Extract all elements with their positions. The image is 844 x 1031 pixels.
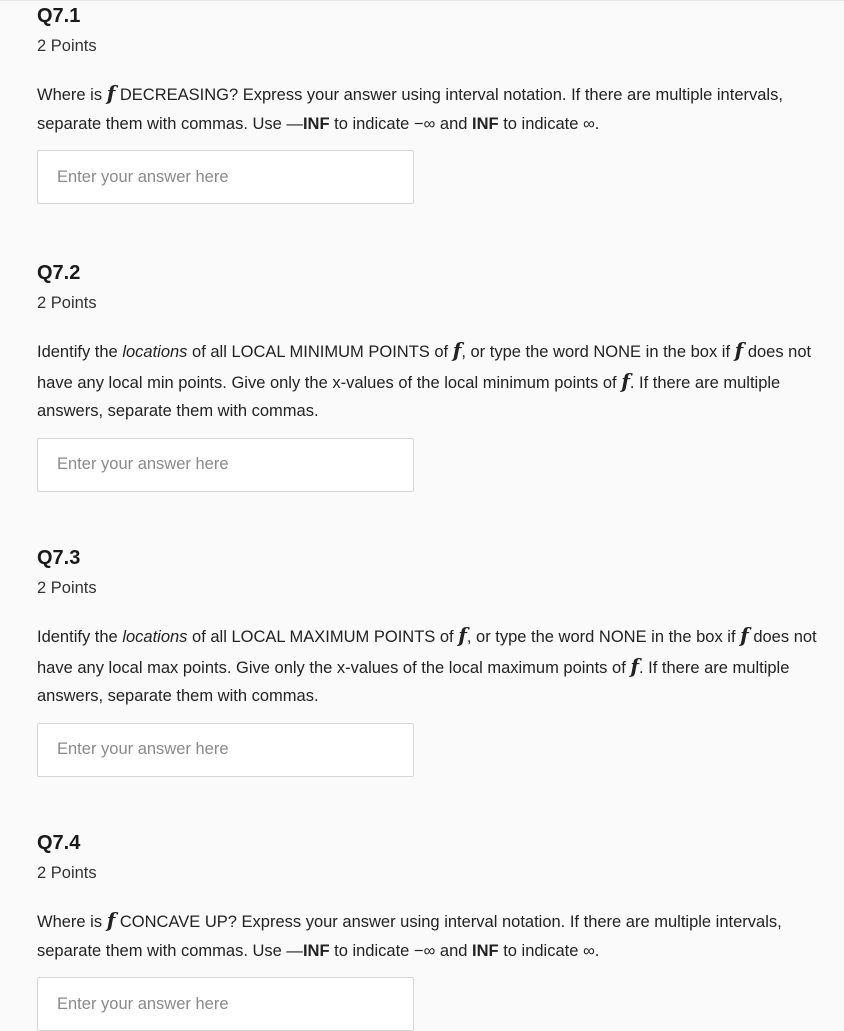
question-7-4 (37, 831, 827, 1031)
function-symbol: f (630, 653, 639, 678)
prompt-text: DECREASING? Express your answer using interval notation. If there are multiple intervals, separate them with commas. Use — (37, 86, 783, 133)
prompt-text: does not have any local min points. Give only the x-values of the local minimum points of (37, 343, 812, 392)
answer-input[interactable] (37, 438, 414, 492)
question-points: 2 Points (37, 579, 97, 597)
function-symbol: f (106, 908, 116, 932)
question-7-3 (37, 546, 827, 777)
prompt-text: . If there are multiple answers, separate them with commas. (37, 373, 781, 420)
question-title: Q7.3 (37, 547, 81, 569)
prompt-text: Identify the (37, 343, 123, 361)
prompt-text: of all LOCAL MAXIMUM POINTS of (187, 628, 459, 646)
question-points: 2 Points (37, 864, 97, 882)
prompt-text: does not have any local max points. Give only the x-values of the local maximum points of (37, 628, 817, 677)
prompt-text: Where is (37, 86, 107, 104)
top-divider (0, 0, 844, 1)
prompt-keyword: INF (302, 114, 330, 133)
prompt-text: CONCAVE UP? Express your answer using interval notation. If there are multiple intervals, separate them with commas. Use — (37, 913, 782, 960)
answer-input[interactable] (37, 977, 414, 1031)
prompt-text: , or type the word NONE in the box if (461, 343, 735, 361)
prompt-text: . If there are multiple answers, separate them with commas. (37, 658, 790, 705)
prompt-emphasis: locations (122, 628, 188, 646)
answer-input[interactable] (37, 150, 414, 204)
prompt-text: Identify the (37, 628, 123, 646)
prompt-text: to indicate −∞ and (329, 114, 473, 133)
question-points: 2 Points (37, 37, 97, 55)
prompt-text: , or type the word NONE in the box if (466, 628, 741, 646)
prompt-emphasis: locations (122, 343, 188, 361)
question-points: 2 Points (37, 294, 97, 312)
prompt-text: of all LOCAL MINIMUM POINTS of (187, 343, 453, 361)
question-prompt (37, 79, 827, 138)
question-prompt (37, 906, 827, 965)
question-prompt (37, 336, 827, 426)
function-symbol: f (106, 81, 116, 105)
function-symbol: f (734, 338, 744, 362)
prompt-keyword: INF (472, 941, 499, 960)
prompt-text: Where is (37, 913, 107, 931)
prompt-keyword: INF (472, 114, 499, 133)
prompt-text: to indicate −∞ and (329, 941, 473, 960)
prompt-text: to indicate ∞. (498, 114, 600, 133)
question-title: Q7.1 (37, 5, 81, 27)
question-7-2 (37, 261, 827, 492)
function-symbol: f (452, 338, 462, 362)
function-symbol: f (458, 623, 467, 647)
question-title: Q7.4 (37, 832, 81, 854)
question-title: Q7.2 (37, 262, 81, 284)
answer-input[interactable] (37, 723, 414, 777)
function-symbol: f (740, 623, 749, 647)
prompt-keyword: INF (302, 941, 330, 960)
function-symbol: f (621, 368, 630, 393)
question-prompt (37, 621, 827, 711)
prompt-text: to indicate ∞. (498, 941, 600, 960)
question-7-1 (37, 4, 827, 204)
